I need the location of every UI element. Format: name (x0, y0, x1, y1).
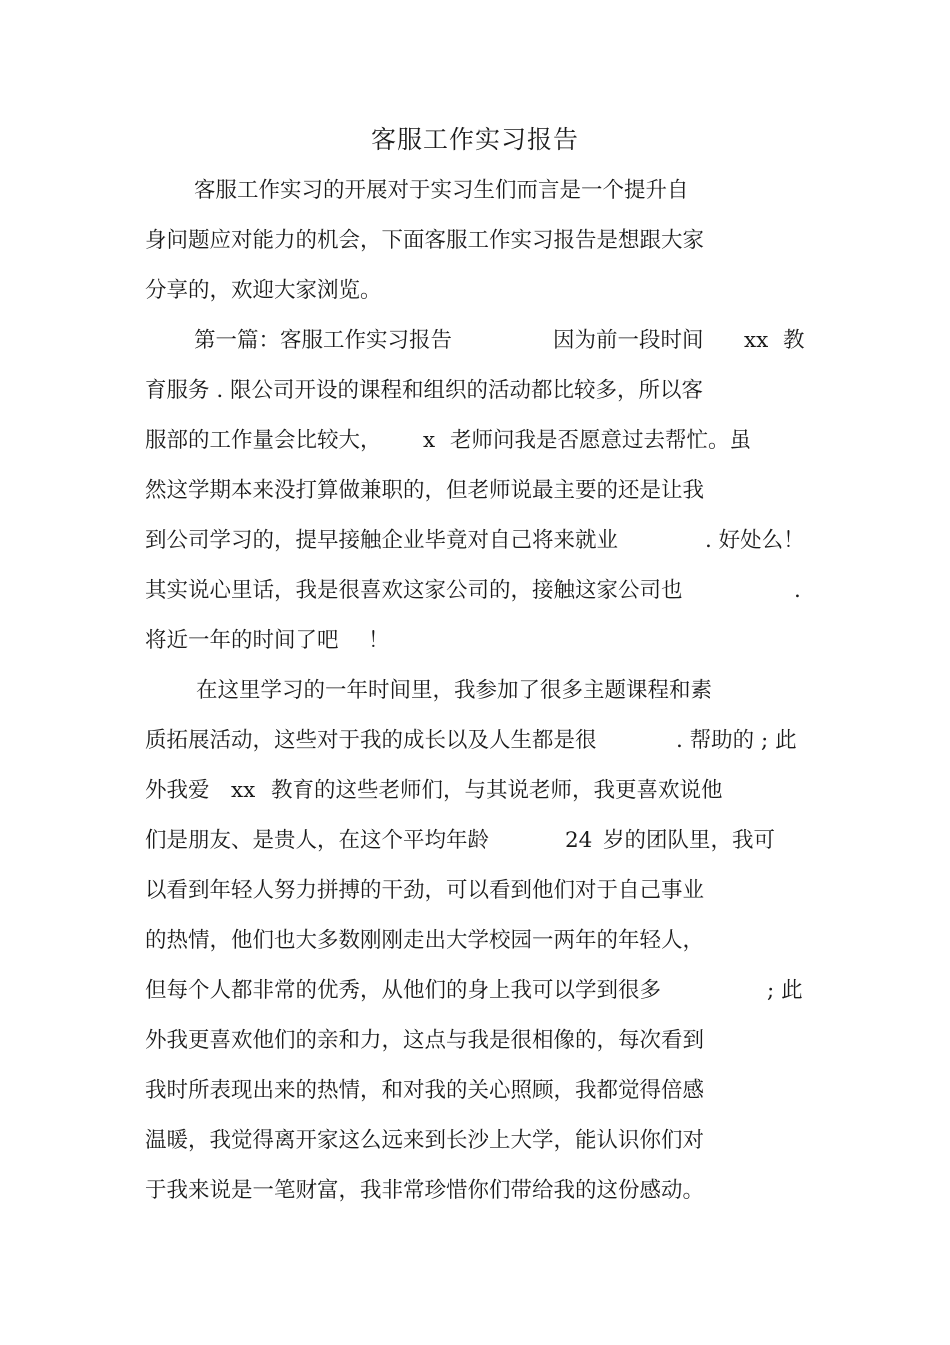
paragraph-line (0, 771, 950, 811)
text-segment: x (423, 428, 436, 453)
text-segment: 教 (783, 328, 805, 353)
paragraph-line (0, 471, 950, 511)
text-segment: . 帮助的 ; 此 (676, 728, 797, 753)
text-segment: 将近一年的时间了吧 (145, 628, 339, 653)
text-segment: 我时所表现出来的热情，和对我的关心照顾，我都觉得倍感 (145, 1078, 705, 1103)
paragraph-line (0, 571, 950, 611)
text-segment: . 好处么！ (705, 528, 805, 553)
text-segment: 以看到年轻人努力拼搏的干劲，可以看到他们对于自己事业 (145, 878, 705, 903)
paragraph-line (0, 621, 950, 661)
text-segment: 外我爱 (145, 778, 210, 803)
paragraph-line (0, 371, 950, 411)
text-segment: xx (744, 328, 769, 353)
text-segment: 24 (565, 828, 593, 853)
text-segment: 们是朋友、是贵人，在这个平均年龄 (145, 828, 490, 853)
text-segment: 服部的工作量会比较大， (145, 428, 382, 453)
text-segment: 到公司学习的，提早接触企业毕竟对自己将来就业 (145, 528, 619, 553)
paragraph-line (0, 971, 950, 1011)
text-segment: 身问题应对能力的机会，下面客服工作实习报告是想跟大家 (145, 228, 705, 253)
text-segment: ; 此 (767, 978, 803, 1003)
paragraph-line (0, 171, 950, 211)
text-segment: 因为前一段时间 (553, 328, 704, 353)
text-segment: 然这学期本来没打算做兼职的，但老师说最主要的还是让我 (145, 478, 705, 503)
paragraph-line (0, 871, 950, 911)
text-segment: 的热情，他们也大多数刚刚走出大学校园一两年的年轻人， (145, 928, 705, 953)
paragraph-line (0, 671, 950, 711)
text-segment: 质拓展活动，这些对于我的成长以及人生都是很 (145, 728, 597, 753)
paragraph-line (0, 521, 950, 561)
text-segment: 老师问我是否愿意过去帮忙。虽 (450, 428, 752, 453)
text-segment: xx (231, 778, 256, 803)
paragraph-line (0, 821, 950, 861)
text-segment: 外我更喜欢他们的亲和力，这点与我是很相像的，每次看到 (145, 1028, 705, 1053)
paragraph-line (0, 721, 950, 761)
paragraph-line (0, 1121, 950, 1161)
text-segment: 育服务 . 限公司开设的课程和组织的活动都比较多，所以客 (145, 378, 704, 403)
document-title: 客服工作实习报告 (370, 125, 579, 154)
paragraph-line (0, 1171, 950, 1211)
text-segment: 温暖，我觉得离开家这么远来到长沙上大学，能认识你们对 (145, 1128, 705, 1153)
paragraph-line (0, 1021, 950, 1061)
text-segment: 教育的这些老师们，与其说老师，我更喜欢说他 (271, 778, 723, 803)
paragraph-line (0, 321, 950, 361)
text-segment: ！ (368, 628, 390, 653)
paragraph-line (0, 1071, 950, 1111)
text-segment: 于我来说是一笔财富，我非常珍惜你们带给我的这份感动。 (145, 1178, 705, 1203)
text-segment: 在这里学习的一年时间里，我参加了很多主题课程和素 (196, 678, 713, 703)
text-segment: 但每个人都非常的优秀，从他们的身上我可以学到很多 (145, 978, 662, 1003)
paragraph-line (0, 921, 950, 961)
text-segment: 其实说心里话，我是很喜欢这家公司的，接触这家公司也 (145, 578, 683, 603)
paragraph-line (0, 221, 950, 261)
text-segment: . (794, 578, 801, 603)
text-segment: 岁的团队里，我可 (603, 828, 776, 853)
paragraph-line (0, 421, 950, 461)
text-segment: 分享的，欢迎大家浏览。 (145, 278, 382, 303)
text-segment: 第一篇：客服工作实习报告 (194, 328, 453, 353)
paragraph-line (0, 271, 950, 311)
text-segment: 客服工作实习的开展对于实习生们而言是一个提升自 (194, 178, 689, 203)
